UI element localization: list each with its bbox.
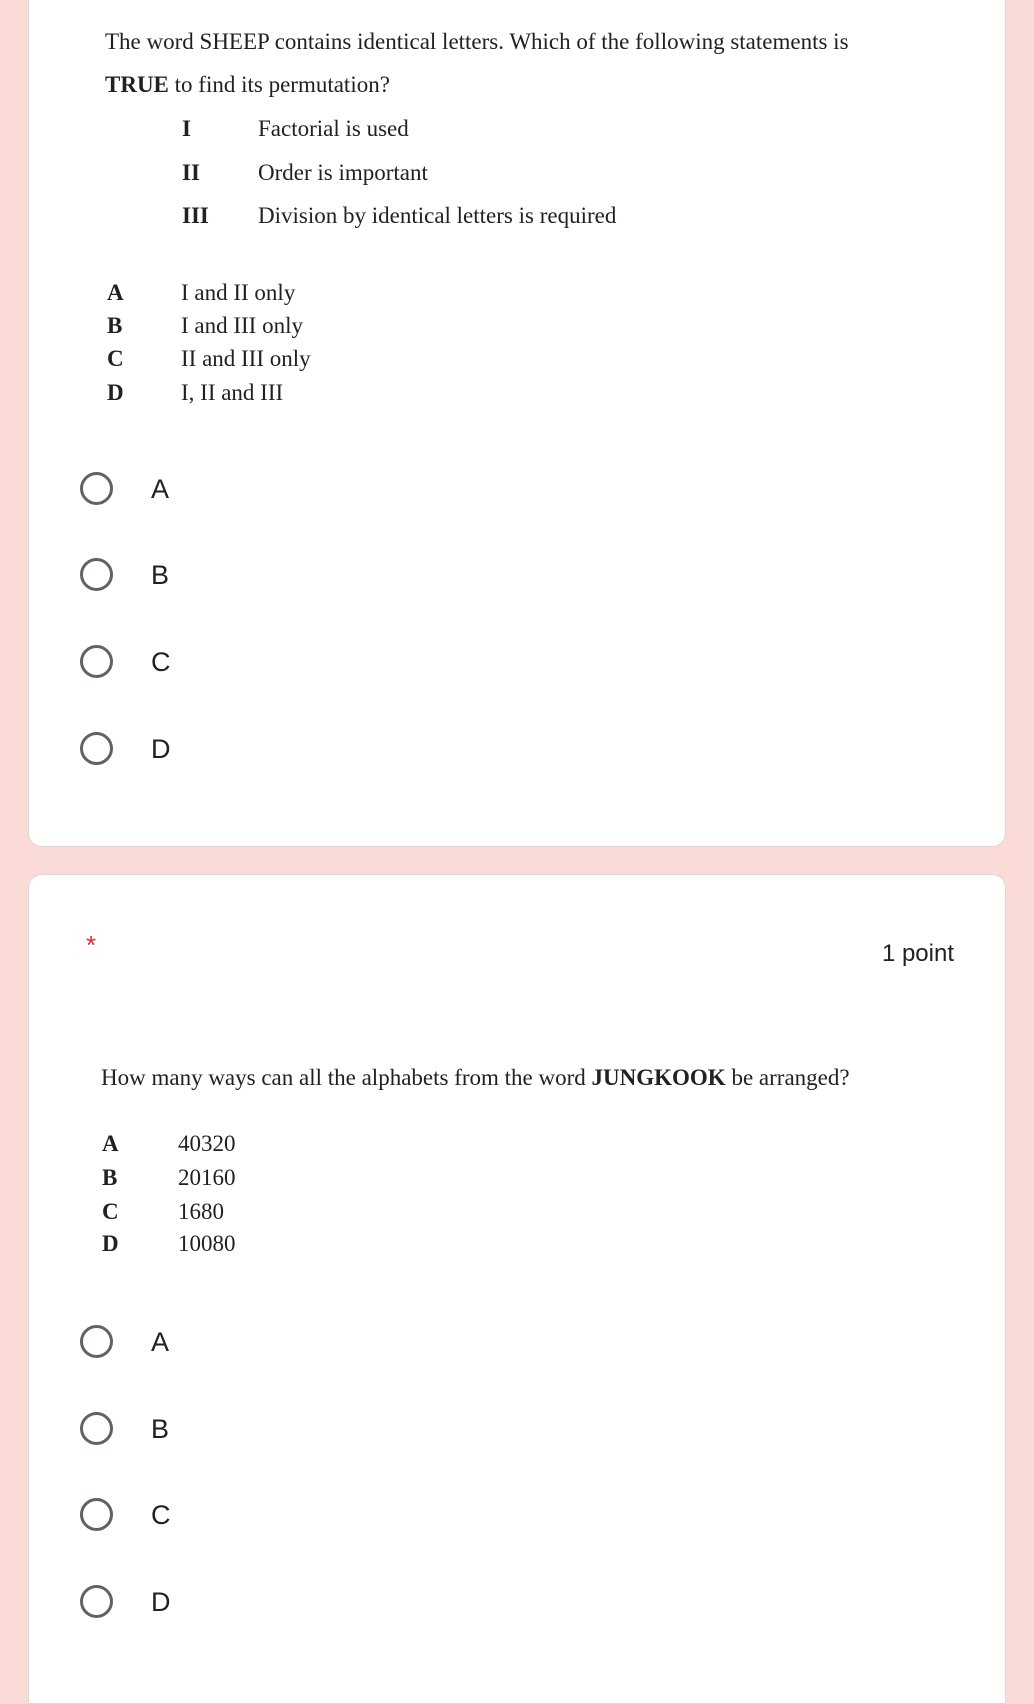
- question-1-line-2: [105, 63, 849, 106]
- q1-radio-a-label[interactable]: A: [151, 474, 170, 504]
- q2-radio-b-circle[interactable]: [80, 1412, 113, 1445]
- q2-option-c-letter: C: [102, 1199, 119, 1224]
- statement-2-text: Order is important: [258, 160, 428, 185]
- q2-option-d-letter: D: [102, 1231, 119, 1256]
- q1-option-a-text: I and II only: [181, 280, 296, 305]
- question-1-bold-word: TRUE: [105, 72, 169, 97]
- statement-3-text: Division by identical letters is required: [258, 203, 617, 228]
- q2-radio-d-label[interactable]: D: [151, 1587, 171, 1617]
- q2-radio-b-label[interactable]: B: [151, 1414, 170, 1444]
- q1-option-c-text: II and III only: [181, 346, 311, 371]
- points-label: 1 point: [881, 940, 954, 967]
- q2-option-d-text: 10080: [178, 1231, 236, 1256]
- q1-radio-a-circle[interactable]: [80, 472, 113, 505]
- q1-option-a-letter: A: [107, 280, 124, 305]
- q2-radio-c-circle[interactable]: [80, 1498, 113, 1531]
- q1-radio-c[interactable]: [54, 637, 454, 687]
- q1-radio-d[interactable]: [54, 724, 454, 774]
- q2-radio-a-circle[interactable]: [80, 1325, 113, 1358]
- question-2-text-before: How many ways can all the alphabets from the word: [101, 1065, 592, 1090]
- statement-2-roman: II: [182, 160, 200, 185]
- q2-radio-d[interactable]: [54, 1577, 454, 1627]
- q2-option-a-text: 40320: [178, 1131, 236, 1156]
- q1-option-d-letter: D: [107, 380, 124, 405]
- q2-option-a-letter: A: [102, 1131, 119, 1156]
- question-2-text: [101, 1056, 850, 1099]
- statement-3-roman: III: [182, 203, 209, 228]
- statement-1-text: Factorial is used: [258, 116, 409, 141]
- q1-radio-d-label[interactable]: D: [151, 734, 171, 764]
- q1-option-d-text: I, II and III: [181, 380, 284, 405]
- q2-radio-d-circle[interactable]: [80, 1585, 113, 1618]
- q1-radio-b-circle[interactable]: [80, 558, 113, 591]
- q2-radio-b[interactable]: [54, 1404, 454, 1454]
- required-asterisk: *: [86, 930, 97, 960]
- statement-1-roman: I: [182, 116, 191, 141]
- question-2-bold-word: JUNGKOOK: [591, 1065, 726, 1090]
- q1-radio-c-label[interactable]: C: [151, 647, 171, 677]
- q2-option-b-text: 20160: [178, 1165, 236, 1190]
- q1-option-b-letter: B: [107, 313, 123, 338]
- q1-option-c-letter: C: [107, 346, 124, 371]
- question-2-text-after: be arranged?: [725, 1065, 850, 1090]
- q1-option-b-text: I and III only: [181, 313, 303, 338]
- question-card-1: [28, 0, 1006, 847]
- q1-radio-b-label[interactable]: B: [151, 560, 170, 590]
- q2-radio-c[interactable]: [54, 1490, 454, 1540]
- q2-radio-a-label[interactable]: A: [151, 1327, 170, 1357]
- q1-radio-c-circle[interactable]: [80, 645, 113, 678]
- q1-radio-b[interactable]: [54, 550, 454, 600]
- q1-radio-d-circle[interactable]: [80, 732, 113, 765]
- q2-option-c-text: 1680: [178, 1199, 224, 1224]
- q1-radio-a[interactable]: [54, 464, 454, 514]
- question-1-line-1: The word SHEEP contains identical letters. Which of the following statements is: [105, 29, 849, 54]
- q2-radio-a[interactable]: [54, 1317, 454, 1367]
- q2-radio-c-label[interactable]: C: [151, 1500, 171, 1530]
- q2-option-b-letter: B: [102, 1165, 118, 1190]
- question-1-text: [105, 20, 849, 106]
- question-1-line-2-rest: to find its permutation?: [168, 72, 390, 97]
